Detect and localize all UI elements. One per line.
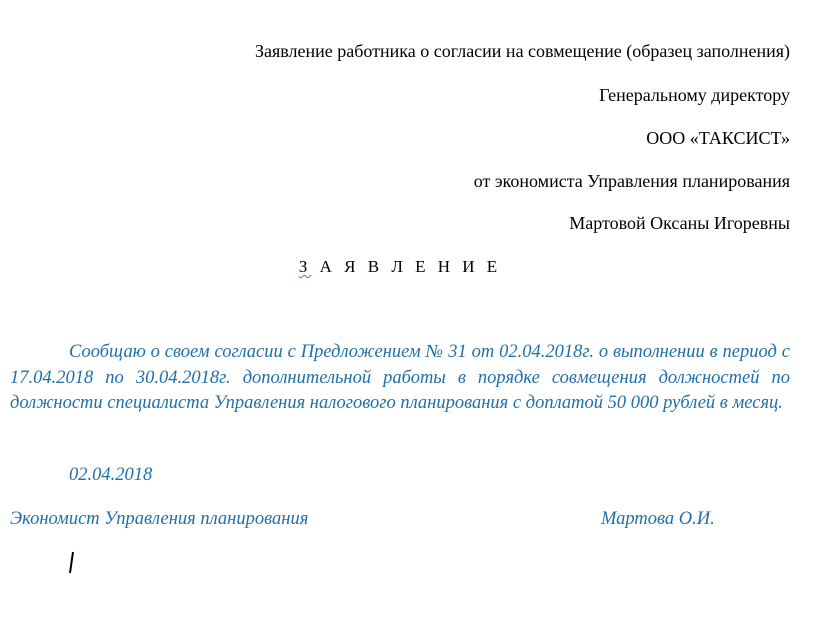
statement-date: 02.04.2018 xyxy=(69,465,153,485)
addressee-company: ООО «ТАКСИСТ» xyxy=(646,128,790,148)
statement-body: Сообщаю о своем согласии с Предложением № 31 от 02.04.2018г. о выполнении в период с 17.04.2018 по 30.04.2018г. дополнительной работы в порядке совмещения должностей по должности специалиста Управления налогового планирования с доплатой 50 000 рублей в месяц. xyxy=(10,342,790,413)
from-name: Мартовой Оксаны Игоревны xyxy=(569,213,790,233)
document-caption: Заявление работника о согласии на совмещение (образец заполнения) xyxy=(254,41,790,61)
signer-position: Экономист Управления планирования xyxy=(10,509,309,529)
title-spellcheck-letter: З xyxy=(298,257,312,276)
from-position: от экономиста Управления планирования xyxy=(473,171,790,191)
text-cursor-icon xyxy=(66,550,78,581)
title-rest: А Я В Л Е Н И Е xyxy=(311,257,502,276)
addressee-position: Генеральному директору xyxy=(599,85,790,105)
signer-name: Мартова О.И. xyxy=(601,509,715,529)
document-title xyxy=(0,256,800,278)
